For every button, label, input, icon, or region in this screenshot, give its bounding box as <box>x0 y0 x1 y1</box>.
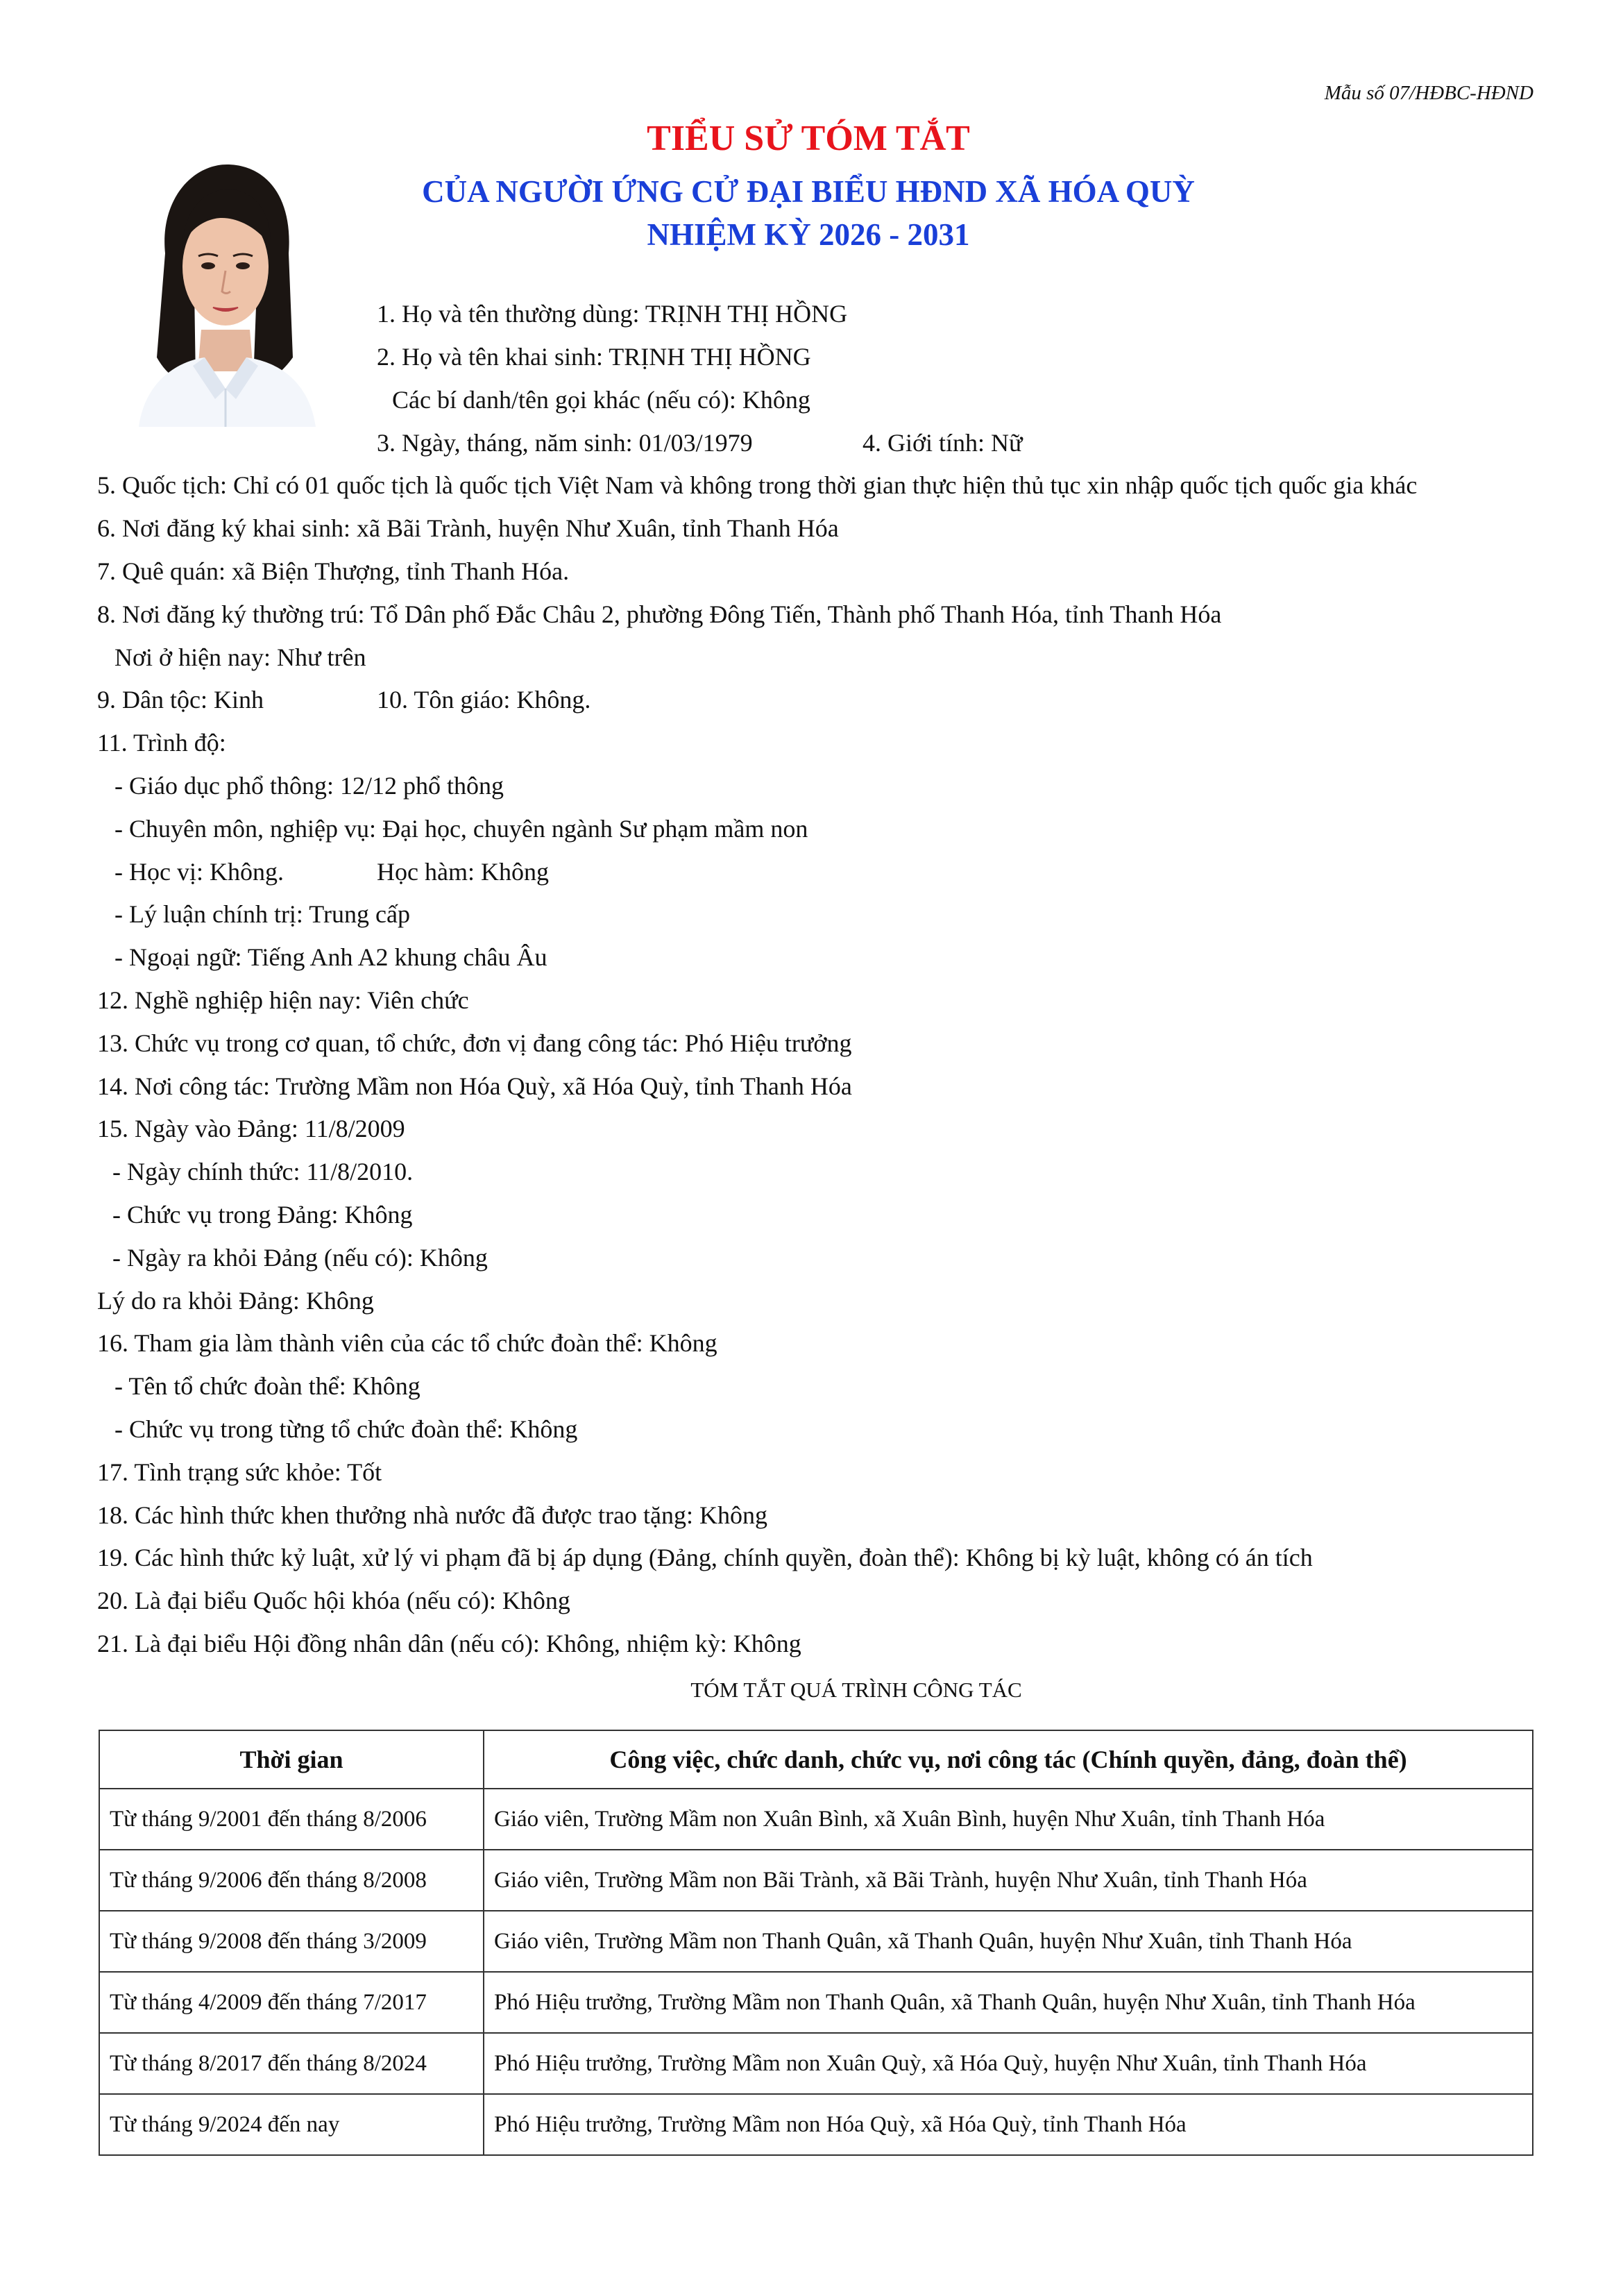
item-8-current-residence: Nơi ở hiện nay: Như trên <box>114 643 366 671</box>
row-time: Từ tháng 9/2024 đến nay <box>99 2094 484 2155</box>
candidate-photo <box>111 149 332 427</box>
item-16-organization-name: - Tên tổ chức đoàn thể: Không <box>114 1372 420 1400</box>
item-11-degree: - Học vị: Không. <box>114 858 284 886</box>
row-description: Giáo viên, Trường Mầm non Thanh Quân, xã Thanh Quân, huyện Như Xuân, tỉnh Thanh Hóa <box>484 1911 1533 1972</box>
item-21-peoples-council: 21. Là đại biểu Hội đồng nhân dân (nếu có): Không, nhiệm kỳ: Không <box>97 1630 801 1657</box>
work-history-table <box>99 1730 1533 2156</box>
item-7-hometown: 7. Quê quán: xã Biện Thượng, tỉnh Thanh Hóa. <box>97 557 570 585</box>
item-19-discipline: 19. Các hình thức kỷ luật, xử lý vi phạm đã bị áp dụng (Đảng, chính quyền, đoàn thể): Không bị kỳ luật, không có án tích <box>97 1544 1313 1571</box>
table-row <box>99 1850 1533 1911</box>
item-8-permanent-residence: 8. Nơi đăng ký thường trú: Tổ Dân phố Đắc Châu 2, phường Đông Tiến, Thành phố Thanh Hóa, tỉnh Thanh Hóa <box>97 600 1222 628</box>
item-11-political-theory: - Lý luận chính trị: Trung cấp <box>114 900 410 928</box>
table-row <box>99 1911 1533 1972</box>
item-9-ethnicity: 9. Dân tộc: Kinh <box>97 686 264 714</box>
form-code: Mẫu số 07/HĐBC-HĐND <box>1324 82 1533 104</box>
document-subtitle: CỦA NGƯỜI ỨNG CỬ ĐẠI BIỂU HĐND XÃ HÓA QUỲ <box>422 174 1195 209</box>
table-row <box>99 2033 1533 2094</box>
work-history-title: TÓM TẮT QUÁ TRÌNH CÔNG TÁC <box>690 1678 1022 1702</box>
item-11-foreign-language: - Ngoại ngữ: Tiếng Anh A2 khung châu Âu <box>114 943 547 971</box>
item-18-awards: 18. Các hình thức khen thưởng nhà nước đã được trao tặng: Không <box>97 1501 767 1529</box>
item-11-academic-title: Học hàm: Không <box>377 858 549 886</box>
header-time: Thời gian <box>99 1730 484 1789</box>
item-11-professional: - Chuyên môn, nghiệp vụ: Đại học, chuyên ngành Sư phạm mầm non <box>114 815 808 843</box>
item-17-health: 17. Tình trạng sức khỏe: Tốt <box>97 1458 382 1486</box>
item-15-official-date: - Ngày chính thức: 11/8/2010. <box>112 1158 414 1185</box>
item-10-religion: 10. Tôn giáo: Không. <box>377 686 591 714</box>
item-4-gender: 4. Giới tính: Nữ <box>863 429 1023 457</box>
table-row <box>99 1972 1533 2033</box>
item-14-workplace: 14. Nơi công tác: Trường Mầm non Hóa Quỳ, xã Hóa Quỳ, tỉnh Thanh Hóa <box>97 1072 852 1100</box>
item-13-position: 13. Chức vụ trong cơ quan, tổ chức, đơn vị đang công tác: Phó Hiệu trưởng <box>97 1029 852 1057</box>
row-description: Giáo viên, Trường Mầm non Bãi Trành, xã Bãi Trành, huyện Như Xuân, tỉnh Thanh Hóa <box>484 1850 1533 1911</box>
item-1-common-name: 1. Họ và tên thường dùng: TRỊNH THỊ HỒNG <box>377 300 848 328</box>
document-title: TIỂU SỬ TÓM TẮT <box>647 119 970 158</box>
item-16-organizations: 16. Tham gia làm thành viên của các tổ chức đoàn thể: Không <box>97 1329 717 1357</box>
table-header-row <box>99 1730 1533 1789</box>
table-row <box>99 1789 1533 1850</box>
item-3-birth-date: 3. Ngày, tháng, năm sinh: 01/03/1979 <box>377 429 753 457</box>
item-15-party-leave-date: - Ngày ra khỏi Đảng (nếu có): Không <box>112 1244 488 1272</box>
row-time: Từ tháng 9/2008 đến tháng 3/2009 <box>99 1911 484 1972</box>
item-11-general-education: - Giáo dục phổ thông: 12/12 phổ thông <box>114 772 504 800</box>
item-2-birth-name: 2. Họ và tên khai sinh: TRỊNH THỊ HỒNG <box>377 343 811 371</box>
row-description: Phó Hiệu trưởng, Trường Mầm non Hóa Quỳ, xã Hóa Quỳ, tỉnh Thanh Hóa <box>484 2094 1533 2155</box>
item-11-education-heading: 11. Trình độ: <box>97 729 226 757</box>
row-description: Phó Hiệu trưởng, Trường Mầm non Xuân Quỳ, xã Hóa Quỳ, huyện Như Xuân, tỉnh Thanh Hóa <box>484 2033 1533 2094</box>
document-term: NHIỆM KỲ 2026 - 2031 <box>647 217 970 252</box>
table-row <box>99 2094 1533 2155</box>
item-15-party-admission: 15. Ngày vào Đảng: 11/8/2009 <box>97 1115 405 1142</box>
item-15-party-leave-reason: Lý do ra khỏi Đảng: Không <box>97 1287 374 1315</box>
row-time: Từ tháng 4/2009 đến tháng 7/2017 <box>99 1972 484 2033</box>
row-time: Từ tháng 9/2001 đến tháng 8/2006 <box>99 1789 484 1850</box>
item-15-party-position: - Chức vụ trong Đảng: Không <box>112 1201 413 1229</box>
item-20-national-assembly: 20. Là đại biểu Quốc hội khóa (nếu có): Không <box>97 1587 570 1614</box>
item-5-nationality: 5. Quốc tịch: Chỉ có 01 quốc tịch là quốc tịch Việt Nam và không trong thời gian thực hiện thủ tục xin nhập quốc tịch quốc gia khác <box>97 471 1418 499</box>
row-time: Từ tháng 9/2006 đến tháng 8/2008 <box>99 1850 484 1911</box>
row-description: Phó Hiệu trưởng, Trường Mầm non Thanh Quân, xã Thanh Quân, huyện Như Xuân, tỉnh Thanh Hóa <box>484 1972 1533 2033</box>
row-description: Giáo viên, Trường Mầm non Xuân Bình, xã Xuân Bình, huyện Như Xuân, tỉnh Thanh Hóa <box>484 1789 1533 1850</box>
item-12-occupation: 12. Nghề nghiệp hiện nay: Viên chức <box>97 986 469 1014</box>
header-description: Công việc, chức danh, chức vụ, nơi công tác (Chính quyền, đảng, đoàn thể) <box>484 1730 1533 1789</box>
row-time: Từ tháng 8/2017 đến tháng 8/2024 <box>99 2033 484 2094</box>
item-16-organization-position: - Chức vụ trong từng tổ chức đoàn thể: Không <box>114 1415 578 1443</box>
item-2-aliases: Các bí danh/tên gọi khác (nếu có): Không <box>392 386 810 414</box>
item-6-birth-registration: 6. Nơi đăng ký khai sinh: xã Bãi Trành, huyện Như Xuân, tỉnh Thanh Hóa <box>97 514 839 542</box>
